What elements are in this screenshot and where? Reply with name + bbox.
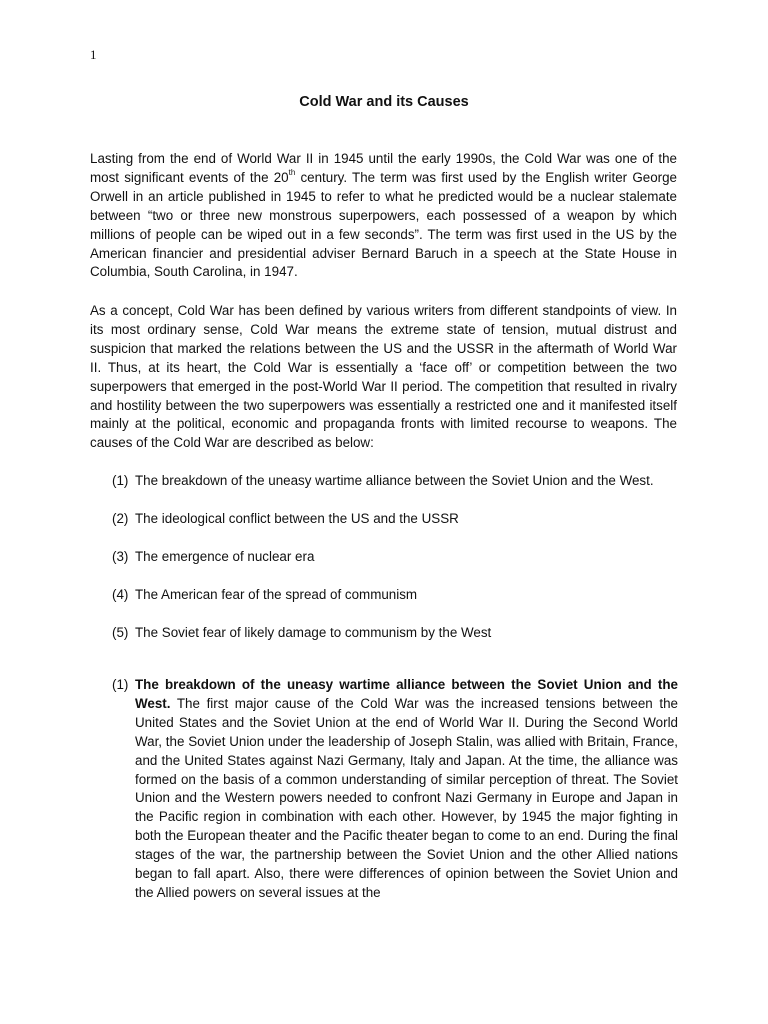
cause-number: (4): [112, 587, 129, 602]
paragraph-intro-text-b: century. The term was first used by the English writer George Orwell in an article published in 1945 to refer to what he predicted would be a nuclear stalemate between “two or three new monstrous superpowers, each possessed of a weapon by which millions of people can be wiped out in a few seconds”. The term was first used in the US by the American financier and presidential adviser Bernard Baruch in a speech at the State House in Columbia, South Carolina, in 1947.: [90, 169, 677, 280]
causes-list: [112, 472, 692, 662]
paragraph-intro: [90, 150, 677, 282]
document-title: Cold War and its Causes: [299, 94, 469, 110]
cause-item: [112, 548, 692, 586]
cause-item: [112, 472, 692, 510]
cause-number: (5): [112, 625, 129, 640]
page-number: 1: [90, 47, 97, 62]
cause-number: (3): [112, 549, 129, 564]
cause-number: (2): [112, 511, 129, 526]
detail-body: [135, 676, 678, 903]
cause-text: The breakdown of the uneasy wartime alliance between the Soviet Union and the West.: [135, 473, 654, 488]
cause-item: [112, 510, 692, 548]
detail-text: The first major cause of the Cold War was the increased tensions between the United States and the Soviet Union at the end of World War II. During the Second World War, the Soviet Union under the leadership of Joseph Stalin, was allied with Britain, France, and the United States against Nazi Germany, Italy and Japan. At the time, the alliance was formed on the basis of a common understanding of similar perception of threat. The Soviet Union and the Western powers needed to confront Nazi Germany in Europe and Japan in the Pacific region in combination with each other. However, by 1945 the major fighting in both the European theater and the Pacific theater began to come to an end. During the final stages of the war, the partnership between the Soviet Union and the other Allied nations began to fall apart. Also, there were differences of opinion between the Soviet Union and the Allied powers on several issues at the: [135, 695, 678, 900]
cause-item: [112, 586, 692, 624]
detail-number: (1): [112, 677, 129, 692]
cause-text: The emergence of nuclear era: [135, 549, 315, 564]
cause-text: The American fear of the spread of communism: [135, 587, 418, 602]
paragraph-intro-text-a: Lasting from the end of World War II in 1945 until the early 1990s, the Cold War was one of the most significant events of the 20: [90, 151, 677, 185]
paragraph-concept: As a concept, Cold War has been defined by various writers from different standpoints of view. In its most ordinary sense, Cold War means the extreme state of tension, mutual distrust and suspicion that marked the relations between the US and the USSR in the aftermath of World War II. Thus, at its heart, the Cold War is essentially a ‘face off’ or competition between the two superpowers that emerged in the post-World War II period. The competition that resulted in rivalry and hostility between the two superpowers was essentially a restricted one and it manifested itself mainly at the political, economic and propaganda fronts with limited recourse to weapons. The causes of the Cold War are described as below:: [90, 303, 677, 451]
cause-detail-section: [112, 676, 678, 903]
cause-text: The Soviet fear of likely damage to communism by the West: [135, 625, 492, 640]
cause-item: [112, 624, 692, 662]
ordinal-superscript: th: [288, 168, 296, 178]
cause-number: (1): [112, 473, 129, 488]
detail-heading: The breakdown of the uneasy wartime alliance between the Soviet Union and the West.: [135, 677, 678, 711]
cause-text: The ideological conflict between the US and the USSR: [135, 511, 459, 526]
